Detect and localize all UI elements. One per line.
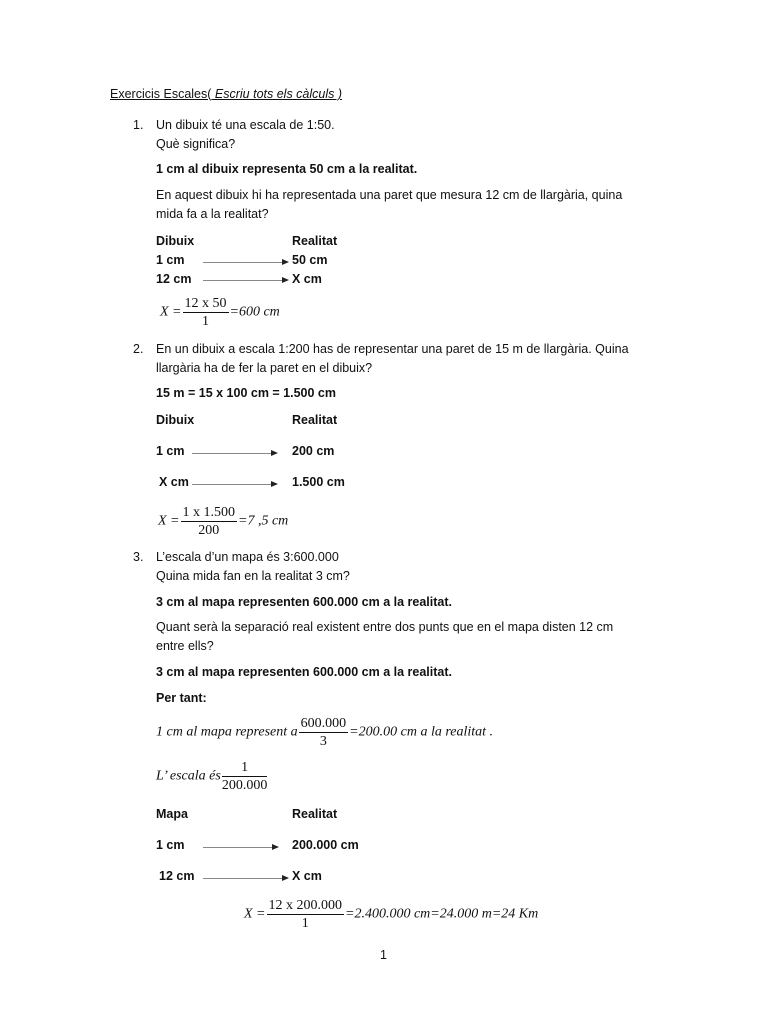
- ex2-header-drawing: Dibuix: [156, 413, 195, 427]
- fraction-denominator: 3: [319, 734, 327, 749]
- ex1-problem-line1: En aquest dibuix hi ha representada una paret que mesura 12 cm de llargària, quina: [156, 188, 623, 202]
- document-title: [110, 87, 342, 101]
- fraction-numerator: 600.000: [300, 716, 347, 731]
- ex2-row2-reality: 1.500 cm: [292, 475, 345, 489]
- formula-rhs: =7 ,5 cm: [238, 513, 289, 529]
- ex1-header-reality: Realitat: [292, 234, 338, 248]
- formula-lhs: X =: [244, 906, 266, 922]
- fraction: [299, 716, 349, 749]
- ex2-header-reality: Realitat: [292, 413, 338, 427]
- fraction-numerator: 1 x 1.500: [182, 505, 235, 520]
- fraction-denominator: 200.000: [221, 778, 268, 793]
- formula-lhs: X =: [160, 304, 182, 320]
- formula-rhs: =2.400.000 cm=24.000 m=24 Km: [345, 906, 539, 922]
- ex1-number: 1.: [133, 118, 144, 132]
- ex3-row1-reality: 200.000 cm: [292, 838, 359, 852]
- ex3-formula-scale: [156, 760, 268, 793]
- ex3-header-map: Mapa: [156, 807, 188, 821]
- ex2-row2-drawing: X cm: [159, 475, 189, 489]
- ex1-question-line2: Què significa?: [156, 137, 236, 151]
- fraction: [181, 505, 238, 538]
- ex3-per-tant: Per tant:: [156, 691, 207, 705]
- ex1-row2-reality: X cm: [292, 272, 322, 286]
- ex1-row2-drawing: 12 cm: [156, 272, 192, 286]
- ex3-question-line1: L’escala d’un mapa és 3:600.000: [156, 550, 339, 564]
- fraction-numerator: 12 x 50: [184, 296, 227, 311]
- ex1-row1-drawing: 1 cm: [156, 253, 185, 267]
- fraction-denominator: 1: [301, 916, 309, 931]
- page-number: 1: [380, 948, 387, 962]
- ex3-formula-ratio: [156, 716, 493, 749]
- ex2-row1-drawing: 1 cm: [156, 444, 185, 458]
- formula-rhs: =200.00 cm a la realitat .: [349, 724, 494, 740]
- ex2-formula: [158, 505, 288, 538]
- ex3-row2-reality: X cm: [292, 869, 322, 883]
- ex2-problem-line2: llargària ha de fer la paret en el dibuix?: [156, 361, 373, 375]
- ex3-answer2: 3 cm al mapa representen 600.000 cm a la realitat.: [156, 665, 453, 679]
- ex2-row1-reality: 200 cm: [292, 444, 335, 458]
- ex3-question-line2: Quina mida fan en la realitat 3 cm?: [156, 569, 350, 583]
- ex3-number: 3.: [133, 550, 144, 564]
- arrow-icon: [203, 280, 287, 281]
- ex1-problem-line2: mida fa a la realitat?: [156, 207, 269, 221]
- ex3-header-reality: Realitat: [292, 807, 338, 821]
- ex3-row2-map: 12 cm: [159, 869, 195, 883]
- fraction-denominator: 1: [202, 314, 209, 329]
- formula-lhs: X =: [158, 513, 180, 529]
- title-italic: Escriu tots els càlculs ): [211, 87, 343, 101]
- ex3-answer1: 3 cm al mapa representen 600.000 cm a la realitat.: [156, 595, 453, 609]
- ex1-answer: 1 cm al dibuix representa 50 cm a la realitat.: [156, 162, 418, 176]
- ex2-conversion: 15 m = 15 x 100 cm = 1.500 cm: [156, 386, 336, 400]
- arrow-icon: [192, 484, 276, 485]
- fraction: [267, 898, 345, 931]
- ex1-row1-reality: 50 cm: [292, 253, 328, 267]
- arrow-icon: [203, 847, 277, 848]
- ex3-row1-map: 1 cm: [156, 838, 185, 852]
- ex2-problem-line1: En un dibuix a escala 1:200 has de representar una paret de 15 m de llargària. Quina: [156, 342, 629, 356]
- ex3-formula-result: [244, 898, 538, 931]
- fraction: [222, 760, 268, 793]
- ex2-number: 2.: [133, 342, 144, 356]
- formula-lhs: L’ escala és: [156, 768, 221, 784]
- arrow-icon: [203, 878, 287, 879]
- ex1-question-line1: Un dibuix té una escala de 1:50.: [156, 118, 335, 132]
- ex3-problem-line1: Quant serà la separació real existent entre dos punts que en el mapa disten 12 cm: [156, 620, 614, 634]
- fraction-numerator: 12 x 200.000: [268, 898, 342, 913]
- ex3-problem-line2: entre ells?: [156, 639, 214, 653]
- fraction-numerator: 1: [222, 760, 268, 777]
- formula-lhs: 1 cm al mapa represent a: [156, 724, 298, 740]
- ex1-formula: [160, 296, 280, 329]
- ex1-header-drawing: Dibuix: [156, 234, 195, 248]
- arrow-icon: [203, 262, 287, 263]
- arrow-icon: [192, 453, 276, 454]
- title-text: Exercicis Escales(: [110, 87, 212, 101]
- formula-rhs: =600 cm: [229, 304, 280, 320]
- fraction: [183, 296, 229, 329]
- fraction-denominator: 200: [198, 523, 220, 538]
